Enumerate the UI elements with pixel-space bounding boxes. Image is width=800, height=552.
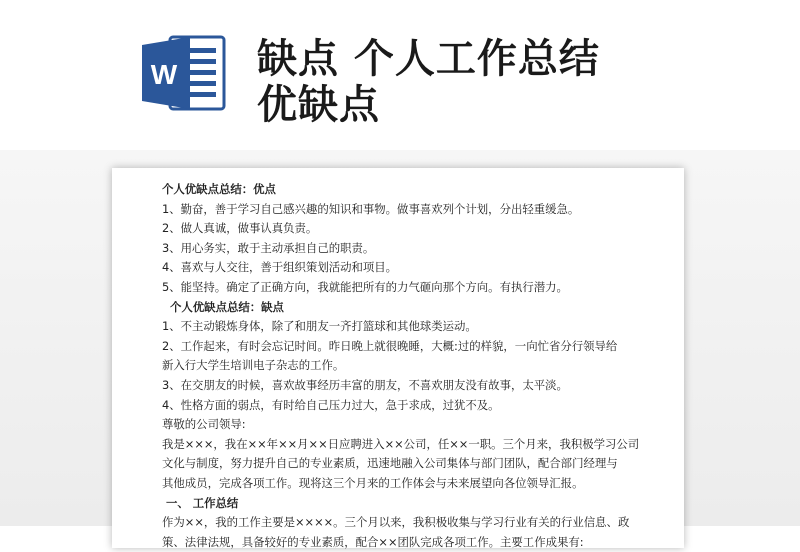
section-heading: 个人优缺点总结：缺点 [170, 299, 284, 314]
text-line: 新入行大学生培训电子杂志的工作。 [162, 358, 345, 373]
text-line: 作为××，我的工作主要是××××。三个月以来，我积极收集与学习行业有关的行业信息、政 [162, 515, 630, 530]
text-line: 2、做人真诚，做事认真负责。 [162, 221, 318, 236]
title-line-2: 优缺点 [257, 82, 380, 128]
document-content [162, 180, 662, 552]
text-line: 5、能坚持。确定了正确方向，我就能把所有的力气砸向那个方向。有执行潜力。 [162, 279, 568, 294]
document-page [112, 168, 684, 548]
text-line: 4、性格方面的弱点，有时给自己压力过大，急于求成，过犹不及。 [162, 397, 500, 412]
svg-text:W: W [150, 59, 178, 90]
text-line: 策、法律法规，具备较好的专业素质，配合××团队完成各项工作。主要工作成果有: [162, 534, 584, 549]
title-line-1: 缺点 个人工作总结 [257, 36, 600, 82]
text-line: 1、勤奋，善于学习自己感兴趣的知识和事物。做事喜欢列个计划，分出轻重缓急。 [162, 201, 580, 216]
text-line: 3、在交朋友的时候，喜欢故事经历丰富的朋友，不喜欢朋友没有故事，太平淡。 [162, 377, 568, 392]
header-banner [0, 0, 800, 150]
section-heading: 一、 工作总结 [166, 495, 239, 510]
section-heading: 个人优缺点总结：优点 [162, 182, 276, 196]
text-line: 我是×××，我在××年××月××日应聘进入××公司，任××一职。三个月来，我积极学习公司 [162, 436, 640, 451]
text-line: 其他成员，完成各项工作。现将这三个月来的工作体会与未来展望向各位领导汇报。 [162, 475, 584, 490]
text-line: 4、喜欢与人交往，善于组织策划活动和项目。 [162, 260, 398, 275]
text-line: 1、不主动锻炼身体，除了和朋友一齐打篮球和其他球类运动。 [162, 319, 477, 334]
page-title [257, 36, 777, 128]
text-line: 文化与制度，努力提升自己的专业素质，迅速地融入公司集体与部门团队，配合部门经理与 [162, 456, 618, 471]
word-document-icon [140, 34, 228, 112]
text-line: 尊敬的公司领导: [162, 417, 246, 432]
text-line: 2、工作起来，有时会忘记时间。昨日晚上就很晚睡，大概:过的样貌，一向忙省分行领导给 [162, 338, 618, 353]
text-line: 3、用心务实，敢于主动承担自己的职责。 [162, 240, 375, 255]
